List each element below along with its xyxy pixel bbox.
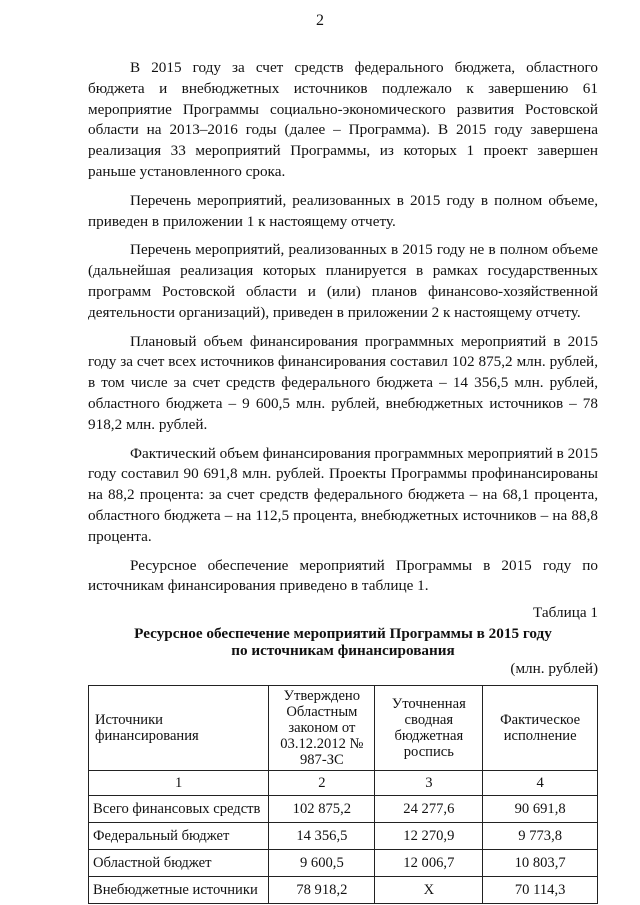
table-row bbox=[89, 877, 598, 904]
header-cell: Фактическое исполнение bbox=[483, 686, 598, 771]
actual-cell: 10 803,7 bbox=[483, 850, 598, 877]
paragraph: Перечень мероприятий, реализованных в 2015 году в полном объеме, приведен в приложении 1 к настоящему отчету. bbox=[88, 191, 598, 230]
approved-cell: 14 356,5 bbox=[269, 823, 375, 850]
paragraph: Фактический объем финансирования программных мероприятий в 2015 году составил 90 691,8 млн. рублей. Проекты Программы профинансированы на 88,2 процента: за счет средств федерального бюджета – на 68,1 процента, областного бюджета – на 112,5 процента, внебюджетных источников – на 88,8 процента. bbox=[88, 444, 598, 545]
table-row bbox=[89, 796, 598, 823]
table-title-line: Ресурсное обеспечение мероприятий Программы в 2015 году bbox=[134, 625, 552, 643]
table-unit: (млн. рублей) bbox=[510, 660, 598, 678]
paragraph: Перечень мероприятий, реализованных в 2015 году не в полном объеме (дальнейшая реализация которых планируется в рамках государственных программ Ростовской области и (или) планов финансово-хозяйственной деятельности организаций), приведен в приложении 2 к настоящему отчету. bbox=[88, 241, 598, 321]
table-header-row bbox=[89, 686, 598, 771]
approved-cell: 9 600,5 bbox=[269, 850, 375, 877]
page-number: 2 bbox=[316, 12, 324, 29]
document-body bbox=[88, 58, 598, 904]
column-number: 2 bbox=[269, 771, 375, 796]
table-title bbox=[88, 625, 598, 659]
paragraph: Ресурсное обеспечение мероприятий Программы в 2015 году по источникам финансирования приведено в таблице 1. bbox=[88, 556, 598, 595]
table-label: Таблица 1 bbox=[533, 604, 598, 622]
paragraph: Плановый объем финансирования программных мероприятий в 2015 году за счет всех источников финансирования составил 102 875,2 млн. рублей, в том числе за счет средств федерального бюджета – 14 356,5 млн. рублей, областного бюджета – 9 600,5 млн. рублей, внебюджетных источников – 78 918,2 млн. рублей. bbox=[88, 332, 598, 433]
funding-table bbox=[88, 685, 598, 904]
column-number-row bbox=[89, 771, 598, 796]
header-cell: Утверждено Областным законом от 03.12.2012 № 987-ЗС bbox=[269, 686, 375, 771]
column-number: 4 bbox=[483, 771, 598, 796]
table-row bbox=[89, 850, 598, 877]
approved-cell: 78 918,2 bbox=[269, 877, 375, 904]
source-cell: Всего финансовых средств bbox=[89, 796, 269, 823]
header-cell: Уточненная сводная бюджетная роспись bbox=[375, 686, 483, 771]
revised-cell: Х bbox=[375, 877, 483, 904]
source-cell: Федеральный бюджет bbox=[89, 823, 269, 850]
column-number: 1 bbox=[89, 771, 269, 796]
table-row bbox=[89, 823, 598, 850]
revised-cell: 12 006,7 bbox=[375, 850, 483, 877]
paragraph: В 2015 году за счет средств федерального бюджета, областного бюджета и внебюджетных источников подлежало к завершению 61 мероприятие Программы социально-экономического развития Ростовской области на 2013–2016 годы (далее – Программа). В 2015 году завершена реализация 33 мероприятий Программы, из которых 1 проект завершен раньше установленного срока. bbox=[88, 59, 598, 180]
revised-cell: 12 270,9 bbox=[375, 823, 483, 850]
column-number: 3 bbox=[375, 771, 483, 796]
actual-cell: 90 691,8 bbox=[483, 796, 598, 823]
source-cell: Областной бюджет bbox=[89, 850, 269, 877]
approved-cell: 102 875,2 bbox=[269, 796, 375, 823]
header-cell: Источники финансирования bbox=[89, 686, 269, 771]
actual-cell: 70 114,3 bbox=[483, 877, 598, 904]
source-cell: Внебюджетные источники bbox=[89, 877, 269, 904]
revised-cell: 24 277,6 bbox=[375, 796, 483, 823]
table-title-line: по источникам финансирования bbox=[231, 642, 455, 660]
actual-cell: 9 773,8 bbox=[483, 823, 598, 850]
